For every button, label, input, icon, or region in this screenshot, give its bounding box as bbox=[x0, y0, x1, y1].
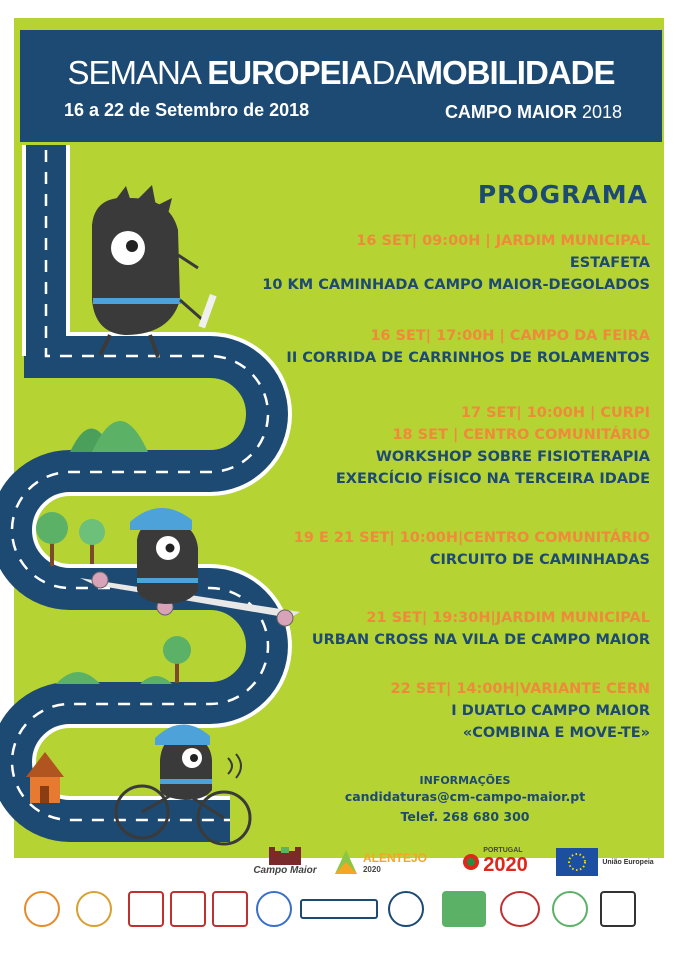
event-what: URBAN CROSS NA VILA DE CAMPO MAIOR bbox=[311, 632, 650, 648]
event-item bbox=[312, 607, 650, 651]
alentejo-year: 2020 bbox=[362, 864, 381, 874]
event-when: 22 SET| 14:00H|VARIANTE CERN bbox=[390, 681, 650, 697]
title-part: DA bbox=[371, 54, 416, 91]
event-when: 16 SET| 09:00H | JARDIM MUNICIPAL bbox=[356, 233, 650, 249]
partner-logo bbox=[600, 891, 636, 927]
partner-logo bbox=[170, 891, 206, 927]
eu-logo bbox=[550, 844, 660, 880]
poster-title bbox=[20, 54, 662, 92]
partner-logo bbox=[24, 891, 60, 927]
info-label: INFORMAÇÕES bbox=[419, 774, 511, 787]
event-what: II CORRIDA DE CARRINHOS DE ROLAMENTOS bbox=[286, 350, 650, 366]
municipio-name: Campo Maior bbox=[253, 864, 317, 876]
event-when: 19 E 21 SET| 10:00H|CENTRO COMUNITÁRIO bbox=[293, 530, 650, 546]
place-name: CAMPO MAIOR bbox=[444, 102, 577, 122]
municipio-logo bbox=[250, 838, 320, 884]
portugal-label: PORTUGAL bbox=[483, 847, 523, 854]
partner-logo bbox=[500, 891, 540, 927]
event-what: EXERCÍCIO FÍSICO NA TERCEIRA IDADE bbox=[335, 471, 650, 487]
alentejo-mark-icon bbox=[333, 848, 359, 876]
portugal-2020-logo bbox=[450, 842, 540, 882]
event-item bbox=[286, 325, 650, 369]
partner-logo bbox=[388, 891, 424, 927]
title-part: EUROPEIA bbox=[207, 54, 372, 91]
partner-logo bbox=[442, 891, 486, 927]
event-item bbox=[336, 402, 650, 490]
portugal-mark-icon bbox=[462, 850, 480, 874]
contact-info bbox=[330, 774, 600, 827]
place-year: 2018 bbox=[581, 102, 622, 122]
walker-character-icon bbox=[92, 185, 217, 357]
info-phone: Telef. 268 680 300 bbox=[400, 809, 530, 824]
event-what: WORKSHOP SOBRE FISIOTERAPIA bbox=[375, 449, 650, 465]
alentejo-logo bbox=[330, 842, 430, 882]
hills-icon bbox=[70, 421, 148, 452]
programa-heading: PROGRAMA bbox=[477, 180, 648, 209]
header-banner bbox=[20, 30, 662, 142]
event-place bbox=[445, 102, 622, 123]
event-dates: 16 a 22 de Setembro de 2018 bbox=[64, 100, 310, 120]
partner-logo bbox=[128, 891, 164, 927]
eu-flag-icon bbox=[556, 848, 598, 876]
partner-logos bbox=[0, 885, 680, 945]
partner-logo bbox=[300, 899, 378, 919]
event-when: 21 SET| 19:30H|JARDIM MUNICIPAL bbox=[366, 610, 650, 626]
event-when: 16 SET| 17:00H | CAMPO DA FEIRA bbox=[370, 328, 650, 344]
event-what: CIRCUITO DE CAMINHADAS bbox=[429, 552, 650, 568]
partner-logo bbox=[256, 891, 292, 927]
partner-logo bbox=[76, 891, 112, 927]
event-what: ESTAFETA bbox=[569, 255, 650, 271]
partner-logo bbox=[212, 891, 248, 927]
eu-label: União Europeia bbox=[602, 858, 654, 866]
sponsor-logos bbox=[230, 838, 670, 884]
alentejo-label: ALENTEJO bbox=[362, 850, 427, 865]
castle-icon bbox=[265, 847, 305, 865]
event-when: 17 SET| 10:00H | CURPI bbox=[460, 405, 650, 421]
event-what: «COMBINA E MOVE-TE» bbox=[462, 725, 650, 741]
title-part: SEMANA bbox=[67, 54, 208, 91]
partner-logo bbox=[552, 891, 588, 927]
info-email[interactable]: candidaturas@cm-campo-maior.pt bbox=[344, 789, 586, 804]
event-item bbox=[262, 230, 650, 296]
title-part: MOBILIDADE bbox=[415, 54, 615, 91]
portugal-text bbox=[483, 847, 528, 877]
event-when: 18 SET | CENTRO COMUNITÁRIO bbox=[392, 427, 650, 443]
event-what: 10 KM CAMINHADA CAMPO MAIOR-DEGOLADOS bbox=[262, 277, 650, 293]
event-item bbox=[391, 678, 650, 744]
event-item bbox=[294, 527, 650, 571]
portugal-year: 2020 bbox=[483, 854, 528, 876]
event-what: I DUATLO CAMPO MAIOR bbox=[451, 703, 650, 719]
alentejo-text bbox=[363, 851, 427, 874]
